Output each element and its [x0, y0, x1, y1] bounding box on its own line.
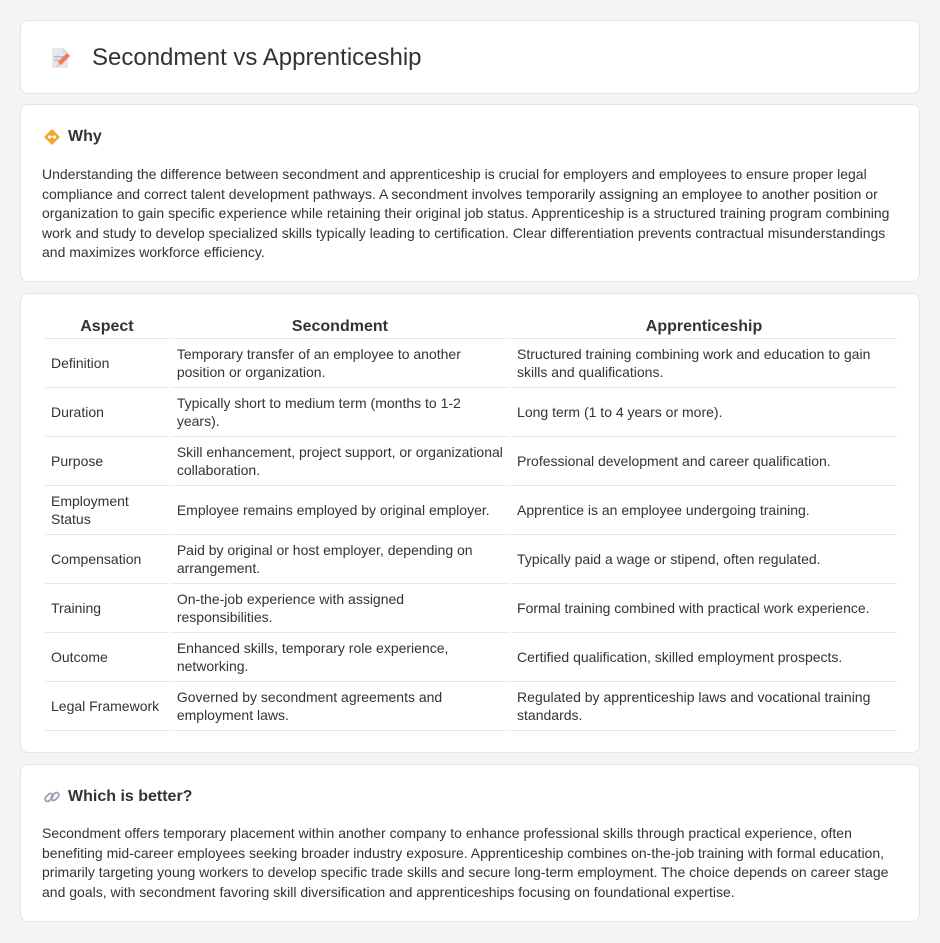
table-row	[45, 339, 897, 388]
table-row	[45, 633, 897, 682]
secondment-cell: Governed by secondment agreements and employment laws.	[171, 682, 509, 731]
secondment-cell: Employee remains employed by original employer.	[171, 486, 509, 535]
aspect-cell: Training	[45, 584, 169, 633]
aspect-cell: Compensation	[45, 535, 169, 584]
why-section	[20, 104, 920, 282]
aspect-cell: Outcome	[45, 633, 169, 682]
apprenticeship-cell: Structured training combining work and education to gain skills and qualifications.	[511, 339, 897, 388]
apprenticeship-cell: Regulated by apprenticeship laws and vocational training standards.	[511, 682, 897, 731]
table-row	[45, 437, 897, 486]
secondment-cell: Typically short to medium term (months to 1-2 years).	[171, 388, 509, 437]
apprenticeship-cell: Professional development and career qualification.	[511, 437, 897, 486]
aspect-cell: Employment Status	[45, 486, 169, 535]
why-text: Understanding the difference between secondment and apprenticeship is crucial for employers and employees to ensure proper legal compliance and correct talent development pathways. A secondment involves temporarily assigning an employee to another position or organization to gain specific experience while retaining their original job status. Apprenticeship is a structured training program combining work and study to develop specialized skills typically leading to certification. Clear differentiation prevents contractual misunderstandings and maximizes workforce efficiency.	[42, 166, 890, 261]
why-heading: Why	[68, 128, 102, 145]
diamond-sign-icon	[43, 128, 61, 146]
apprenticeship-cell: Apprentice is an employee undergoing training.	[511, 486, 897, 535]
which-is-better-section	[20, 764, 920, 922]
secondment-cell: On-the-job experience with assigned responsibilities.	[171, 584, 509, 633]
table-row	[45, 584, 897, 633]
column-header-secondment: Secondment	[171, 315, 509, 339]
page-title: Secondment vs Apprenticeship	[92, 44, 422, 71]
better-text: Secondment offers temporary placement within another company to enhance professional skills through practical experience, often benefiting mid-career employees seeking broader industry exposure. Apprenticeship combines on-the-job training with formal education, primarily targeting young workers to develop specific trade skills and secure long-term employment. The choice depends on career stage and goals, with secondment favoring skill diversification and apprenticeships focusing on foundational expertise.	[42, 825, 889, 900]
link-icon	[43, 788, 61, 806]
aspect-cell: Legal Framework	[45, 682, 169, 731]
table-row	[45, 535, 897, 584]
table-row	[45, 388, 897, 437]
comparison-table	[43, 315, 899, 731]
column-header-aspect: Aspect	[45, 315, 169, 339]
better-heading-row	[43, 787, 192, 807]
column-header-apprenticeship: Apprenticeship	[511, 315, 897, 339]
table-header-row	[45, 315, 897, 339]
aspect-cell: Duration	[45, 388, 169, 437]
apprenticeship-cell: Certified qualification, skilled employment prospects.	[511, 633, 897, 682]
title-card	[20, 20, 920, 94]
apprenticeship-cell: Typically paid a wage or stipend, often regulated.	[511, 535, 897, 584]
secondment-cell: Skill enhancement, project support, or organizational collaboration.	[171, 437, 509, 486]
table-row	[45, 682, 897, 731]
better-heading: Which is better?	[68, 788, 193, 805]
why-heading-row	[43, 127, 102, 147]
document-pencil-icon	[47, 45, 73, 71]
aspect-cell: Purpose	[45, 437, 169, 486]
apprenticeship-cell: Formal training combined with practical work experience.	[511, 584, 897, 633]
table-row	[45, 486, 897, 535]
secondment-cell: Enhanced skills, temporary role experience, networking.	[171, 633, 509, 682]
aspect-cell: Definition	[45, 339, 169, 388]
secondment-cell: Temporary transfer of an employee to another position or organization.	[171, 339, 509, 388]
secondment-cell: Paid by original or host employer, depending on arrangement.	[171, 535, 509, 584]
comparison-section	[20, 293, 920, 753]
apprenticeship-cell: Long term (1 to 4 years or more).	[511, 388, 897, 437]
